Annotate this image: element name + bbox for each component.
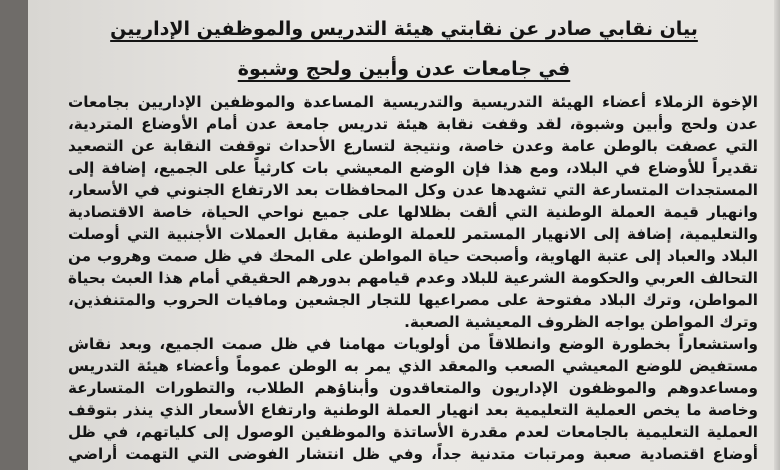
body-line: أوضاع اقتصادية صعبة ومرتبات متدنية جداً، وفي ظل انتشار الفوضى التي التهمت أراضي [68,445,758,463]
body-line: ومساعدوهم والموظفون الإداريون والمتعاقدون وأبناؤهم الطلاب، والتطورات المتسارعة [68,379,758,397]
body-line: وانهيار قيمة العملة الوطنية التي ألقت بظلالها على جميع نواحي الحياة، خاصة الاقتصادية [68,203,758,221]
body-line: الإخوة الزملاء أعضاء الهيئة التدريسية والتدريسية المساعدة والموظفين الإداريين بجامعات [68,93,758,111]
title-block [28,14,780,94]
document-body [68,91,758,465]
body-line: واستشعاراً بخطورة الوضع وانطلاقاً من أولويات مهامنا في ظل صمت الجميع، وبعد نقاش [68,335,758,353]
body-line: تقديراً للأوضاع في البلاد، ومع هذا فإن الوضع المعيشي بات كارثياً على الجميع، إضافة إلى [68,159,758,177]
document-title-line-1: بيان نقابي صادر عن نقابتي هيئة التدريس والموظفين الإداريين [110,18,698,40]
document-page [28,0,780,470]
document-title-line-2: في جامعات عدن وأبين ولحج وشبوة [237,58,571,80]
body-line: والتعليمية، إضافة إلى الانهيار المستمر للعملة الوطنية مقابل العملات الأجنبية التي أوصلت [68,225,758,243]
body-line: العملية التعليمية بالجامعات لعدم مقدرة الأساتذة والموظفين الوصول إلى كلياتهم، في ظل [68,423,758,441]
body-line: التحالف العربي والحكومة الشرعية للبلاد وعدم قيامهم بدورهم الحقيقي أمام هذا العبث بحياة [68,269,758,287]
body-line: عدن ولحج وأبين وشبوة، لقد وقفت نقابة هيئة تدريس جامعة عدن أمام الأوضاع المتردية، [68,115,758,133]
body-line: التي عصفت بالوطن عامة وعدن خاصة، ونتيجة لتسارع الأحداث توقفت النقابة عن التصعيد [68,137,758,155]
body-line: وترك المواطن يواجه الظروف المعيشية الصعبة. [404,313,758,331]
body-line: المستجدات المتسارعة التي تشهدها عدن وكل المحافظات بعد الارتفاع الجنوني في الأسعار، [68,181,758,199]
body-line: المواطن، وترك البلاد مفتوحة على مصراعيها للتجار الجشعين ومافيات الحروب والمتنفذين، [68,291,758,309]
body-line: مستفيض للوضع المعيشي الصعب والمعقد الذي يمر به الوطن عموماً وأعضاء هيئة التدريس [68,357,758,375]
body-line: البلاد والعباد إلى عتبة الهاوية، وأصبحت حياة المواطن على المحك في ظل صمت وهروب من [68,247,758,265]
body-line: وخاصة ما يخص العملية التعليمية بعد انهيار العملة الوطنية وارتفاع الأسعار الذي ينذر بتوقف [68,401,758,419]
